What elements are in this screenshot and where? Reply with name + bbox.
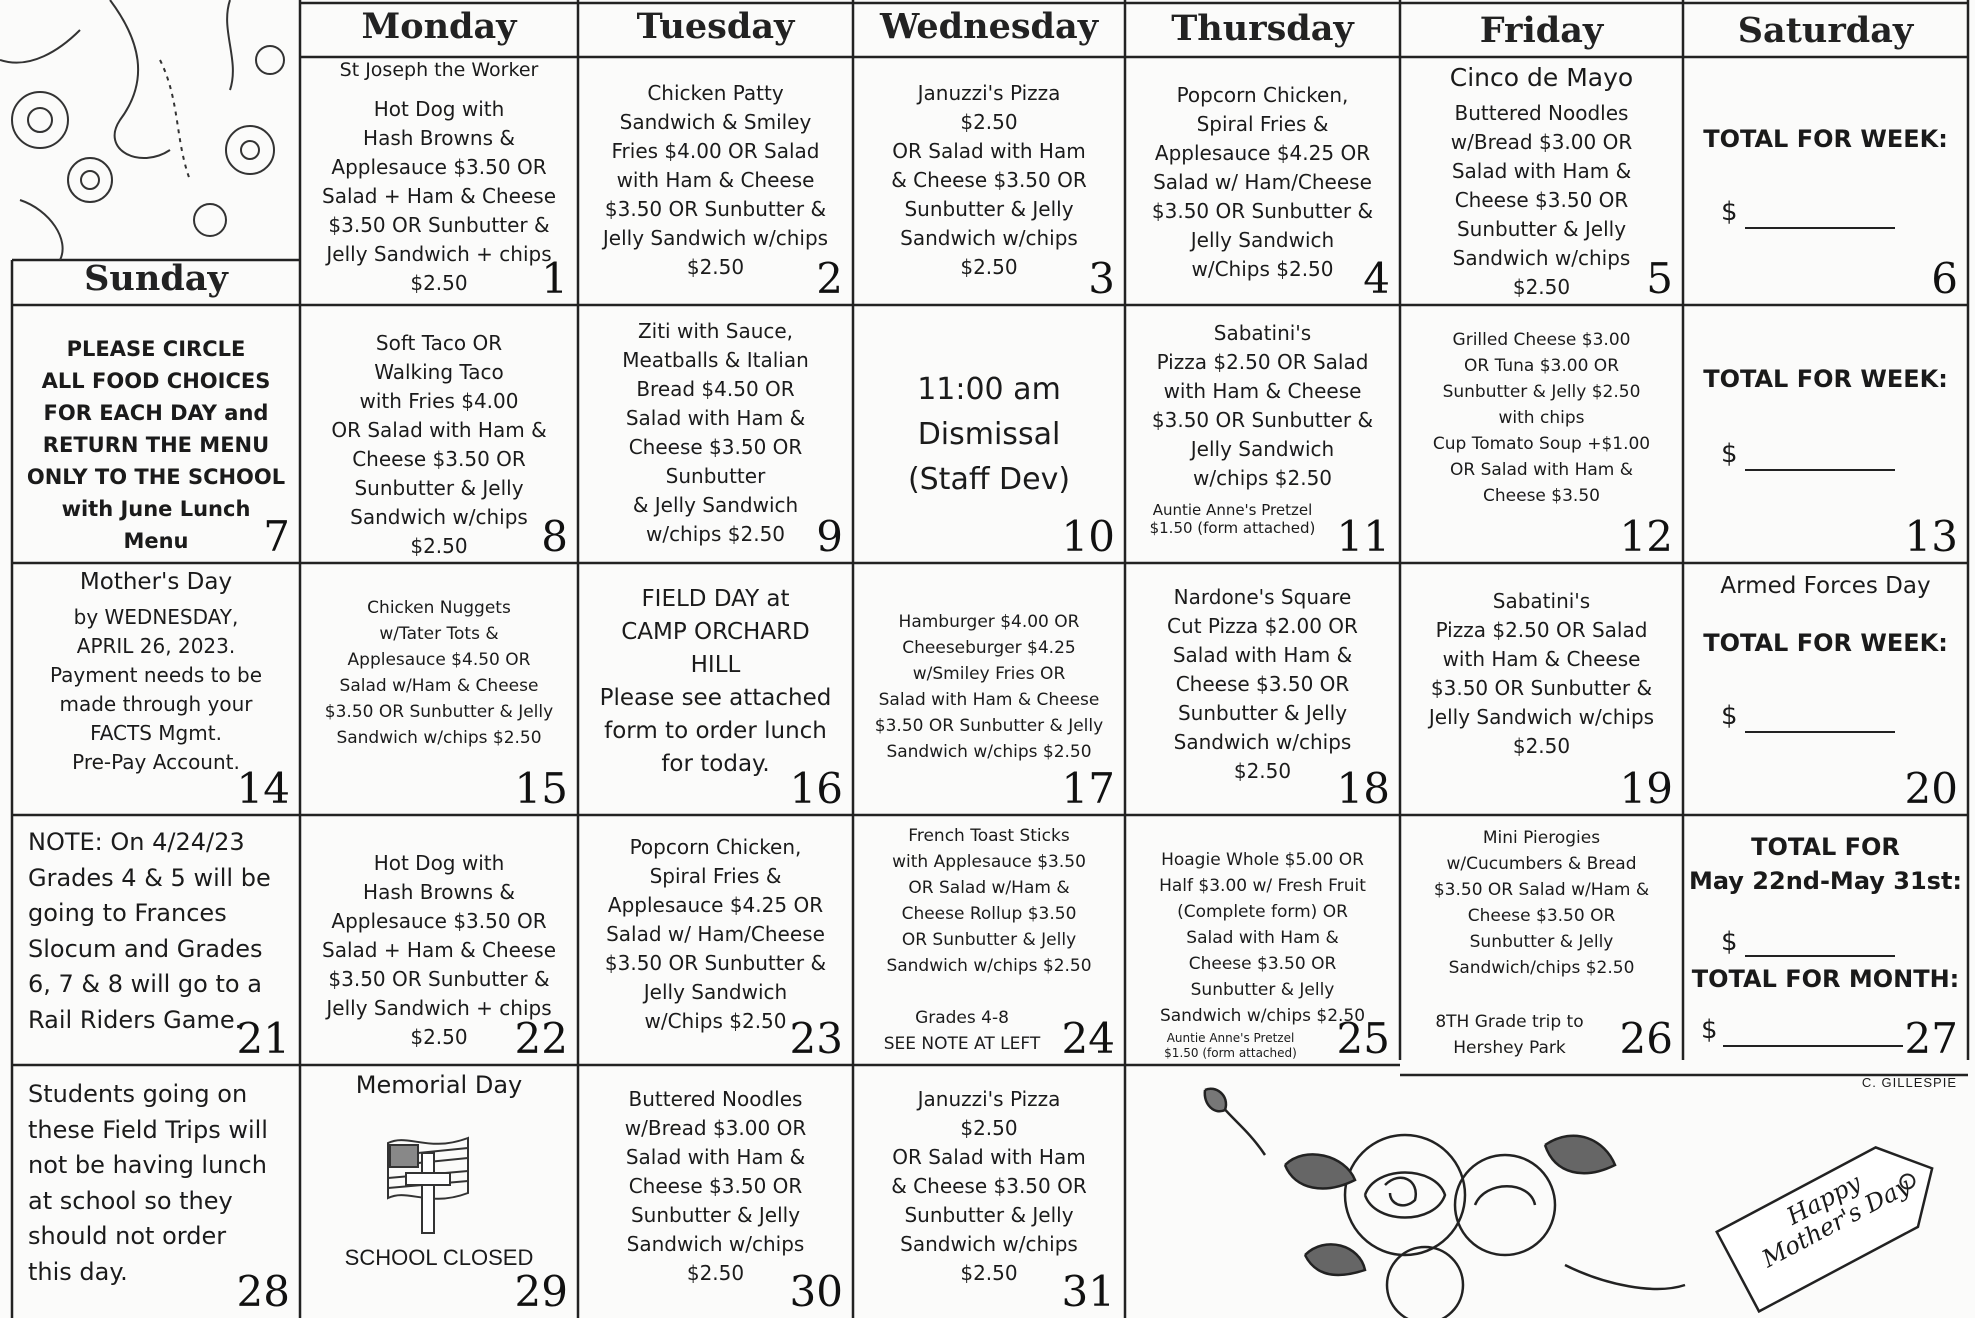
header-thursday: Thursday [1171,8,1354,49]
trip-note: 8TH Grade trip to Hershey Park [1435,1012,1584,1058]
tag-text: Happy Mother's Day [1757,1168,1915,1274]
date-range-label: May 22nd-May 31st: [1688,867,1963,895]
day-number: 7 [263,512,290,561]
day-cell-25[interactable] [1125,815,1400,1065]
day-number: 12 [1619,512,1673,561]
menu-text: by WEDNESDAY, APRIL 26, 2023. Payment needs to be made through your FACTS Mgmt. Pre-Pay Account. [49,605,263,774]
day-number: 1 [541,254,568,303]
pretzel-note: Auntie Anne's Pretzel $1.50 (form attached) [1149,501,1316,537]
dollar-sign: $ [1721,197,1738,227]
menu-text: Buttered Noodles w/Bread $3.00 OR Salad with Ham & Cheese $3.50 OR Sunbutter & Jelly Sandwich w/chips $2.50 [624,1087,807,1285]
dollar-sign-month: $ [1701,1015,1718,1045]
total-for-label: TOTAL FOR [1751,833,1900,861]
dollar-sign: $ [1721,701,1738,731]
total-week-label: TOTAL FOR WEEK: [1703,629,1948,657]
total-month-label: TOTAL FOR MONTH: [1691,965,1960,993]
menu-text: Students going on these Field Trips will not be having lunch at school so they should not order this day. [28,1080,268,1286]
menu-text: Grilled Cheese $3.00 OR Tuna $3.00 OR Sunbutter & Jelly $2.50 with chips Cup Tomato Soup +$1.00 OR Salad with Ham & Cheese $3.50 [1432,330,1651,506]
day-number: 4 [1363,254,1390,303]
menu-text: Buttered Noodles w/Bread $3.00 OR Salad with Ham & Cheese $3.50 OR Sunbutter & Jelly Sandwich w/chips $2.50 [1450,101,1633,299]
menu-text: French Toast Sticks with Applesauce $3.50 OR Salad w/Ham & Cheese Rollup $3.50 OR Sunbutter & Jelly Sandwich w/chips $2.50 [886,826,1092,976]
day-cell-22[interactable] [300,815,578,1065]
day-cell-7[interactable] [12,305,300,563]
day-number: 2 [816,254,843,303]
day-cell-21[interactable] [12,815,300,1065]
day-number: 11 [1336,512,1390,561]
day-number: 31 [1061,1267,1115,1316]
menu-text: Mini Pierogies w/Cucumbers & Bread $3.50 OR Salad w/Ham & Cheese $3.50 OR Sunbutter & Jelly Sandwich/chips $2.50 [1433,828,1650,978]
day-number: 5 [1646,254,1673,303]
menu-text: 11:00 am Dismissal (Staff Dev) [907,372,1071,497]
cell-title: Armed Forces Day [1720,573,1931,599]
day-cell-18[interactable] [1125,563,1400,815]
day-number: 24 [1061,1014,1115,1063]
menu-text: Hoagie Whole $5.00 OR Half $3.00 w/ Fresh Fruit (Complete form) OR Salad with Ham & Cheese $3.50 OR Sunbutter & Jelly Sandwich w/chips $2.50 [1159,850,1366,1026]
dollar-sign: $ [1721,439,1738,469]
menu-text: Hamburger $4.00 OR Cheeseburger $4.25 w/Smiley Fries OR Salad with Ham & Cheese $3.50 OR Sunbutter & Jelly Sandwich w/chips $2.50 [874,612,1104,762]
day-cell-10[interactable] [853,305,1125,563]
school-closed-label: SCHOOL CLOSED [344,1245,534,1270]
day-cell-28[interactable] [12,1065,300,1318]
header-sunday: Sunday [84,258,228,299]
day-cell-3[interactable] [853,57,1125,305]
day-number: 16 [789,764,843,813]
day-number: 19 [1619,764,1673,813]
day-cell-15[interactable] [300,563,578,815]
header-friday: Friday [1479,10,1604,51]
pretzel-note: Auntie Anne's Pretzel $1.50 (form attached) [1164,1031,1297,1060]
day-number: 10 [1061,512,1115,561]
day-number: 21 [236,1014,290,1063]
day-cell-27[interactable] [1683,815,1968,1065]
day-number: 3 [1088,254,1115,303]
day-cell-29[interactable] [300,1065,578,1318]
menu-text: Soft Taco OR Walking Taco with Fries $4.00 OR Salad with Ham & Cheese $3.50 OR Sunbutter & Jelly Sandwich w/chips $2.50 [331,331,547,558]
day-cell-26[interactable] [1400,815,1683,1065]
flag-cross-icon [378,1123,478,1243]
menu-text: Ziti with Sauce, Meatballs & Italian Bread $4.50 OR Salad with Ham & Cheese $3.50 OR Sunbutter & Jelly Sandwich w/chips $2.50 [622,319,809,546]
day-cell-20[interactable] [1683,563,1968,815]
day-number: 17 [1061,764,1115,813]
header-wednesday: Wednesday [879,6,1099,47]
cell-title: St Joseph the Worker [339,59,539,81]
total-week-label: TOTAL FOR WEEK: [1703,365,1948,393]
menu-text: Nardone's Square Cut Pizza $2.00 OR Salad with Ham & Cheese $3.50 OR Sunbutter & Jelly Sandwich w/chips $2.50 [1167,585,1358,783]
total-week-label: TOTAL FOR WEEK: [1703,125,1948,153]
menu-text: NOTE: On 4/24/23 Grades 4 & 5 will be going to Frances Slocum and Grades 6, 7 & 8 will go to a Rail Riders Game. [28,828,271,1034]
total-blank-line[interactable] [1745,731,1895,733]
day-number: 26 [1619,1014,1673,1063]
day-cell-19[interactable] [1400,563,1683,815]
menu-text: FIELD DAY at CAMP ORCHARD HILL Please see attached form to order lunch for today. [599,586,832,777]
header-monday: Monday [361,6,517,47]
day-number: 14 [236,764,290,813]
dollar-sign: $ [1721,927,1738,957]
day-number: 27 [1904,1014,1958,1063]
menu-text: Januzzi's Pizza $2.50 OR Salad with Ham & Cheese $3.50 OR Sunbutter & Jelly Sandwich w/chips $2.50 [891,81,1087,279]
day-cell-4[interactable] [1125,57,1400,305]
menu-text: Chicken Patty Sandwich & Smiley Fries $4.00 OR Salad with Ham & Cheese $3.50 OR Sunbutter & Jelly Sandwich w/chips $2.50 [602,81,829,279]
header-tuesday: Tuesday [636,6,795,47]
day-number: 23 [789,1014,843,1063]
total-blank-line[interactable] [1745,955,1895,957]
cell-title: Memorial Day [355,1071,523,1099]
mothers-day-art [1125,1065,1975,1318]
day-number: 20 [1904,764,1958,813]
day-number: 13 [1904,512,1958,561]
menu-text: Hot Dog with Hash Browns & Applesauce $3.50 OR Salad + Ham & Cheese $3.50 OR Sunbutter & Jelly Sandwich + chips $2.50 [322,97,556,295]
menu-text: Popcorn Chicken, Spiral Fries & Applesauce $4.25 OR Salad w/ Ham/Cheese $3.50 OR Sunbutter & Jelly Sandwich w/Chips $2.50 [604,835,827,1033]
day-cell-2[interactable] [578,57,853,305]
floral-corner-art [0,0,300,260]
day-cell-17[interactable] [853,563,1125,815]
day-cell-9[interactable] [578,305,853,563]
day-cell-6[interactable] [1683,57,1968,305]
total-blank-line[interactable] [1745,469,1895,471]
day-cell-1[interactable] [300,57,578,305]
menu-text: Januzzi's Pizza $2.50 OR Salad with Ham & Cheese $3.50 OR Sunbutter & Jelly Sandwich w/chips $2.50 [891,1087,1087,1285]
day-cell-14[interactable] [12,563,300,815]
day-number: 28 [236,1267,290,1316]
day-number: 18 [1336,764,1390,813]
day-cell-8[interactable] [300,305,578,563]
month-total-blank-line[interactable] [1723,1045,1903,1047]
day-cell-24[interactable] [853,815,1125,1065]
rose-icon [1185,1085,1705,1318]
day-cell-16[interactable] [578,563,853,815]
day-number: 29 [514,1267,568,1316]
day-number: 22 [514,1014,568,1063]
menu-text: PLEASE CIRCLE ALL FOOD CHOICES FOR EACH DAY and RETURN THE MENU ONLY TO THE SCHOOL with June Lunch Menu [26,337,286,553]
header-saturday: Saturday [1737,10,1914,51]
total-blank-line[interactable] [1745,227,1895,229]
day-cell-5[interactable] [1400,57,1683,305]
menu-text: Hot Dog with Hash Browns & Applesauce $3.50 OR Salad + Ham & Cheese $3.50 OR Sunbutter & Jelly Sandwich + chips $2.50 [322,851,556,1049]
day-number: 8 [541,512,568,561]
day-cell-31[interactable] [853,1065,1125,1318]
menu-text: Sabatini's Pizza $2.50 OR Salad with Ham & Cheese $3.50 OR Sunbutter & Jelly Sandwich w/chips $2.50 [1428,589,1655,758]
cell-title: Cinco de Mayo [1449,63,1634,92]
day-cell-30[interactable] [578,1065,853,1318]
day-cell-13[interactable] [1683,305,1968,563]
day-number: 30 [789,1267,843,1316]
day-cell-12[interactable] [1400,305,1683,563]
menu-text: Chicken Nuggets w/Tater Tots & Applesauce $4.50 OR Salad w/Ham & Cheese $3.50 OR Sunbutter & Jelly Sandwich w/chips $2.50 [324,598,554,748]
day-number: 6 [1931,254,1958,303]
cell-title: Mother's Day [79,569,233,595]
menu-text: Popcorn Chicken, Spiral Fries & Applesauce $4.25 OR Salad w/ Ham/Cheese $3.50 OR Sunbutter & Jelly Sandwich w/Chips $2.50 [1151,83,1374,281]
day-number: 9 [816,512,843,561]
day-number: 15 [514,764,568,813]
artist-signature: C. GILLESPIE [1861,1075,1957,1090]
day-number: 25 [1336,1014,1390,1063]
menu-text: Sabatini's Pizza $2.50 OR Salad with Ham & Cheese $3.50 OR Sunbutter & Jelly Sandwich w/chips $2.50 [1151,321,1374,490]
day-cell-11[interactable] [1125,305,1400,563]
day-cell-23[interactable] [578,815,853,1065]
grades-note: Grades 4-8 SEE NOTE AT LEFT [883,1008,1041,1054]
